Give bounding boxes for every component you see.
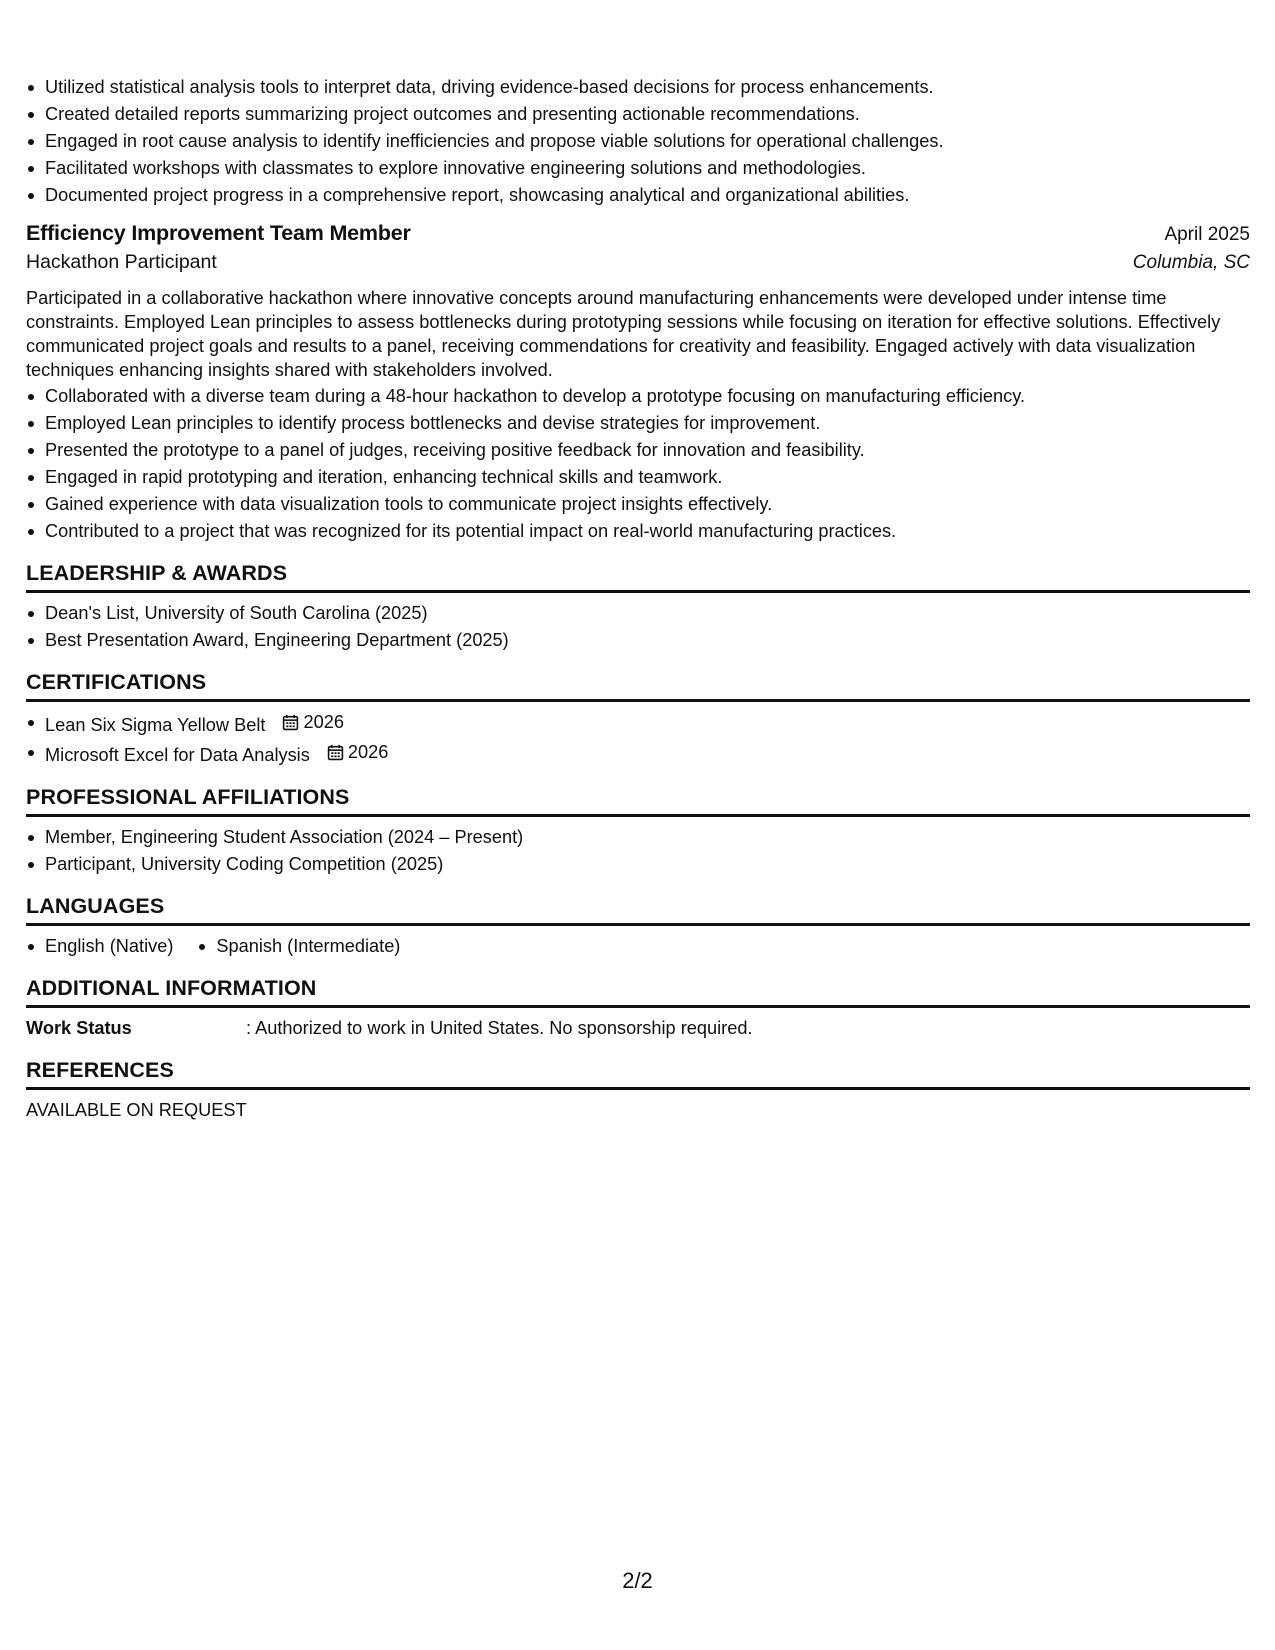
- certification-name: Microsoft Excel for Data Analysis: [45, 745, 310, 765]
- list-item: Contributed to a project that was recognized for its potential impact on real-world manufacturing practices.: [26, 518, 1250, 545]
- list-item: English (Native): [26, 933, 173, 960]
- job-bullets: [26, 383, 1250, 545]
- work-status-row: [26, 1015, 1250, 1042]
- job-header: [26, 221, 1250, 251]
- list-item: Spanish (Intermediate): [197, 933, 400, 960]
- list-item: Member, Engineering Student Association (2024 – Present): [26, 824, 1250, 851]
- list-item: Best Presentation Award, Engineering Department (2025): [26, 627, 1250, 654]
- job-subheader: [26, 251, 1250, 283]
- job-location: Columbia, SC: [1132, 252, 1250, 273]
- references-text: AVAILABLE ON REQUEST: [26, 1100, 247, 1120]
- leadership-list: [26, 600, 1250, 654]
- list-item: Participant, University Coding Competition (2025): [26, 851, 1250, 878]
- section-heading-leadership: LEADERSHIP & AWARDS: [26, 561, 1250, 593]
- list-item: Utilized statistical analysis tools to interpret data, driving evidence-based decisions for process enhancements.: [26, 74, 1250, 101]
- list-item: Documented project progress in a comprehensive report, showcasing analytical and organizational abilities.: [26, 182, 1250, 209]
- section-heading-additional-information: ADDITIONAL INFORMATION: [26, 976, 1250, 1008]
- section-heading-languages: LANGUAGES: [26, 894, 1250, 926]
- certification-year: 2026: [347, 742, 389, 762]
- page-number: 2/2: [622, 1568, 653, 1593]
- list-item: [26, 739, 1250, 769]
- section-heading-affiliations: PROFESSIONAL AFFILIATIONS: [26, 785, 1250, 817]
- list-item: Collaborated with a diverse team during a 48-hour hackathon to develop a prototype focusing on manufacturing efficiency.: [26, 383, 1250, 410]
- job-organization: Hackathon Participant: [26, 251, 217, 273]
- work-status-label: Work Status: [26, 1018, 132, 1038]
- certification-date: [282, 709, 343, 736]
- list-item: [26, 709, 1250, 739]
- certifications-list: [26, 709, 1250, 769]
- calendar-icon: [282, 714, 299, 731]
- section-heading-certifications: CERTIFICATIONS: [26, 670, 1250, 702]
- section-heading-references: REFERENCES: [26, 1058, 1250, 1090]
- job-description: Participated in a collaborative hackathon where innovative concepts around manufacturing enhancements were developed under intense time constraints. Employed Lean principles to assess bottlenecks during prototyping sessions while focusing on iteration for effective solutions. Effectively communicated project goals and results to a panel, receiving commendations for creativity and feasibility. Engaged actively with data visualization techniques enhancing insights shared with stakeholders involved.: [26, 288, 1221, 380]
- job-title: Efficiency Improvement Team Member: [26, 221, 411, 245]
- calendar-icon: [327, 744, 344, 761]
- job-date: April 2025: [1164, 224, 1250, 245]
- certification-name: Lean Six Sigma Yellow Belt: [45, 715, 266, 735]
- certification-year: 2026: [303, 712, 344, 732]
- list-item: Employed Lean principles to identify process bottlenecks and devise strategies for improvement.: [26, 410, 1250, 437]
- list-item: Gained experience with data visualization tools to communicate project insights effectively.: [26, 491, 1250, 518]
- languages-list: [26, 933, 1250, 960]
- previous-job-bullets: [26, 74, 1250, 209]
- list-item: Presented the prototype to a panel of judges, receiving positive feedback for innovation and feasibility.: [26, 437, 1250, 464]
- work-status-value: : Authorized to work in United States. No sponsorship required.: [246, 1018, 753, 1038]
- certification-date: [327, 739, 388, 766]
- list-item: Dean's List, University of South Carolina (2025): [26, 600, 1250, 627]
- list-item: Created detailed reports summarizing project outcomes and presenting actionable recommendations.: [26, 101, 1250, 128]
- list-item: Engaged in root cause analysis to identify inefficiencies and propose viable solutions for operational challenges.: [26, 128, 1250, 155]
- affiliations-list: [26, 824, 1250, 878]
- list-item: Engaged in rapid prototyping and iteration, enhancing technical skills and teamwork.: [26, 464, 1250, 491]
- resume-page: [26, 74, 1250, 1124]
- list-item: Facilitated workshops with classmates to explore innovative engineering solutions and methodologies.: [26, 155, 1250, 182]
